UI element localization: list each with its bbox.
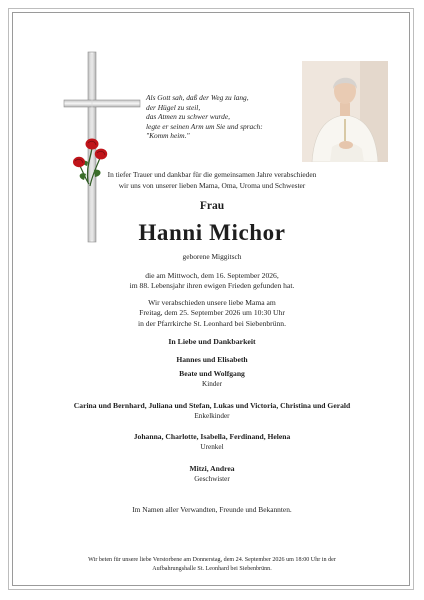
children-names: Hannes und Elisabeth	[176, 355, 248, 364]
quote-line: Als Gott sah, daß der Weg zu lang,	[146, 93, 249, 102]
funeral-info-line: in der Pfarrkirche St. Leonhard bei Siebenbrünn.	[137, 318, 287, 328]
closing-line: Im Namen aller Verwandten, Freunde und Bekannten.	[132, 505, 292, 514]
quote-line: das Atmen zu schwer wurde,	[146, 112, 230, 122]
great-grandchildren-group	[14, 432, 410, 452]
deceased-name: Hanni Michor	[138, 220, 286, 245]
portrait-photo	[302, 61, 388, 162]
siblings-names: Mitzi, Andrea	[189, 464, 235, 473]
prayer-note-line: Wir beten für unsere liebe Verstorbene am Donnerstag, dem 24. September 2026 um 18:00 Uhr in der	[88, 557, 336, 563]
intro-line: In tiefer Trauer und dankbar für die gemeinsamen Jahre verabschieden	[107, 170, 317, 179]
prayer-note-line: Aufbahrungshalle St. Leonhard bei Siebenbrünn.	[152, 565, 272, 572]
funeral-info	[14, 298, 410, 329]
grandchildren-group	[14, 401, 410, 421]
death-info-line: die am Mittwoch, dem 16. September 2026,	[145, 271, 279, 280]
intro-text	[14, 170, 410, 191]
quote-line: "Komm heim."	[146, 131, 190, 141]
death-info	[14, 271, 410, 292]
children-names: Beate und Wolfgang	[179, 369, 245, 378]
funeral-info-line: Freitag, dem 25. September 2026 um 10:30 Uhr	[139, 308, 285, 318]
great-grandchildren-role: Urenkel	[200, 443, 224, 451]
memorial-quote	[146, 93, 306, 141]
cross-with-roses-icon	[62, 50, 142, 244]
salutation: Frau	[199, 200, 225, 212]
grandchildren-names: Carina und Bernhard, Juliana und Stefan, Lukas und Victoria, Christina und Gerald	[73, 401, 351, 410]
love-thanks-heading: In Liebe und Dankbarkeit	[168, 337, 256, 346]
grandchildren-role: Enkelkinder	[194, 412, 230, 420]
children-group	[14, 355, 410, 389]
birth-name: geborene Miggitsch	[182, 252, 242, 261]
children-role: Kinder	[202, 380, 222, 388]
funeral-info-line: Wir verabschieden unsere liebe Mama am	[148, 298, 276, 307]
quote-line: legte er seinen Arm um Sie und sprach:	[146, 121, 263, 131]
death-info-line: im 88. Lebensjahr ihren ewigen Frieden gefunden hat.	[129, 281, 295, 291]
siblings-role: Geschwister	[194, 475, 230, 483]
siblings-group	[14, 464, 410, 484]
prayer-note	[14, 556, 410, 573]
intro-line: wir uns von unserer lieben Mama, Oma, Uroma und Schwester	[118, 180, 306, 190]
great-grandchildren-names: Johanna, Charlotte, Isabella, Ferdinand, Helena	[133, 432, 291, 441]
quote-line: der Hügel zu steil,	[146, 102, 201, 112]
